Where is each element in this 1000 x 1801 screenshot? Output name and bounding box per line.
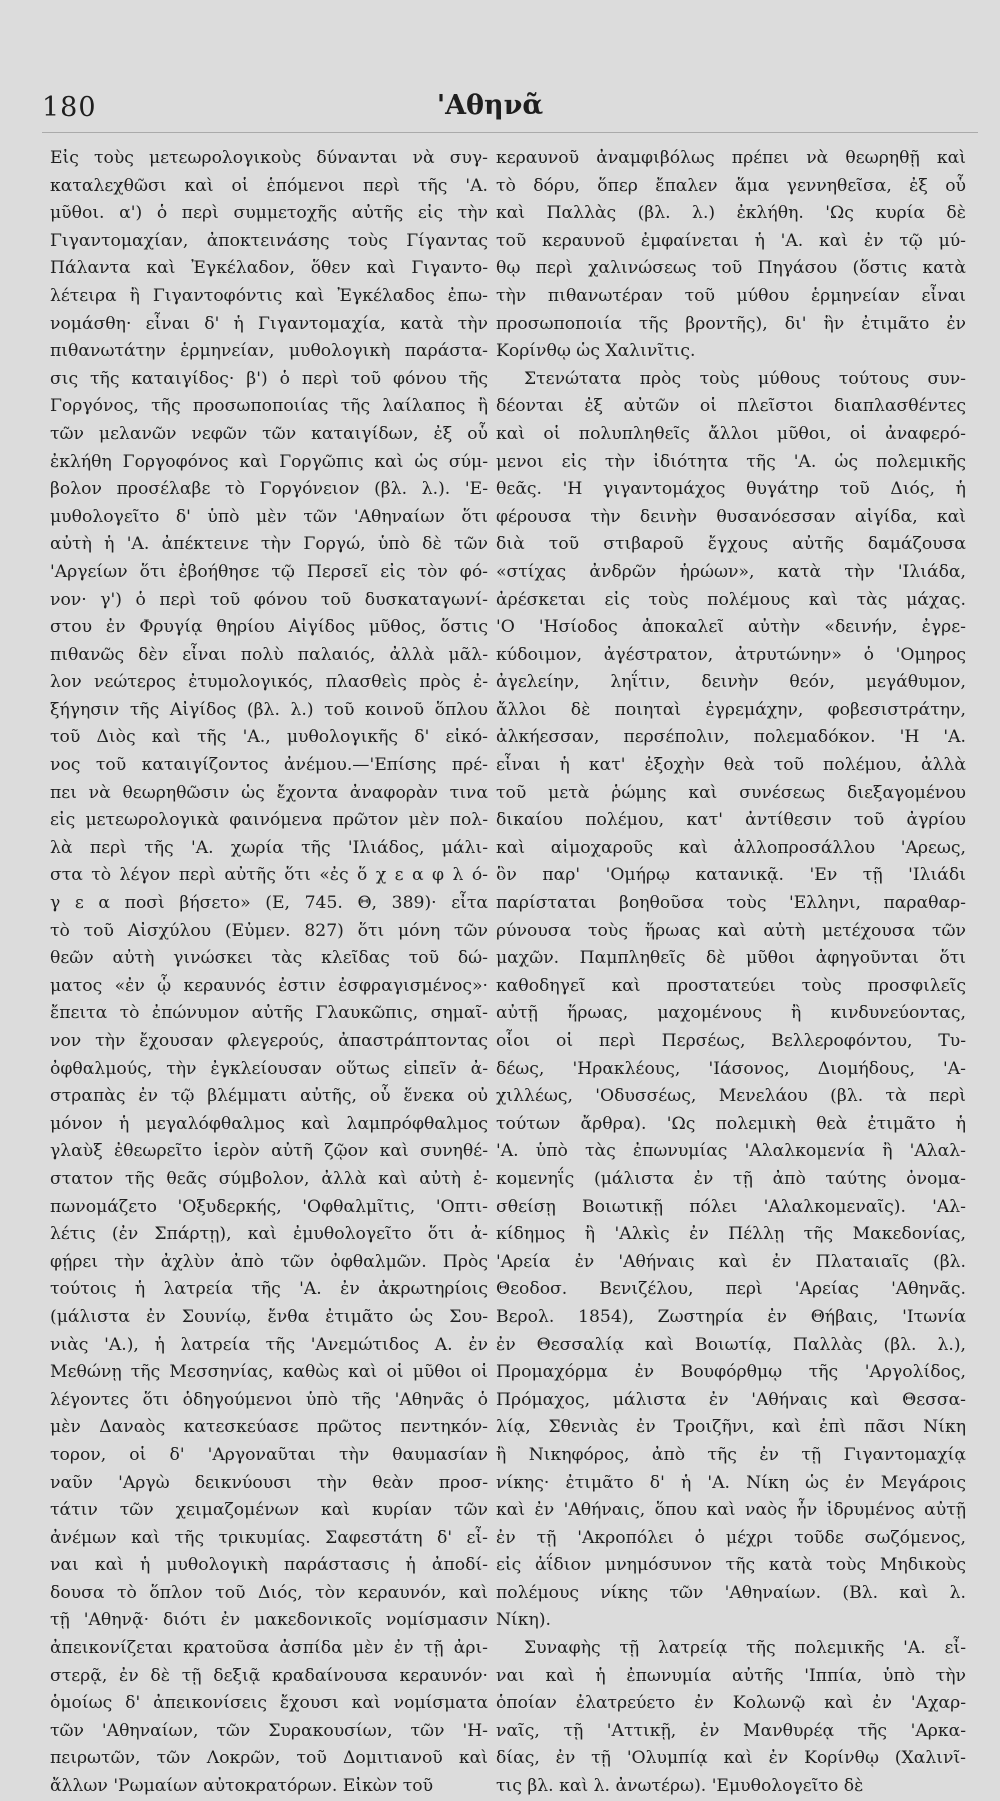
text-line: πειρωτῶν, τῶν Λοκρῶν, τοῦ Δομιτιανοῦ καὶ bbox=[50, 1748, 488, 1769]
text-line: λὰ περὶ τῆς 'Α. χωρία τῆς 'Ιλιάδος, μάλι- bbox=[50, 837, 488, 858]
text-line: δίας, ἐν τῇ 'Ολυμπίᾳ καὶ ἐν Κορίνθῳ (Χαλινῖ- bbox=[496, 1748, 966, 1769]
text-line: Συναφὴς τῇ λατρείᾳ τῆς πολεμικῆς 'Α. εἶ- bbox=[524, 1638, 966, 1659]
text-line: Πρόμαχος, μάλιστα ἐν 'Αθήναις καὶ Θεσσα- bbox=[496, 1389, 966, 1410]
text-line: τούτων ἄρθρα). 'Ως πολεμικὴ θεὰ ἐτιμᾶτο ἡ bbox=[496, 1113, 966, 1134]
text-line: ὁποίαν ἐλατρεύετο ἐν Κολωνῷ καὶ ἐν 'Αχαρ- bbox=[496, 1693, 966, 1714]
text-line: δέονται ἐξ αὐτῶν οἱ πλεῖστοι διαπλασθέντες bbox=[496, 396, 966, 417]
text-line: ἢ Νικηφόρος, ἀπὸ τῆς ἐν τῇ Γιγαντομαχίᾳ bbox=[496, 1444, 966, 1465]
text-line: ναῖς, τῇ 'Αττικῇ, ἐν Μανθυρέᾳ τῆς 'Αρκα- bbox=[496, 1720, 966, 1741]
text-line: 'Ο 'Ησίοδος ἀποκαλεῖ αὐτὴν «δεινήν, ἐγρε- bbox=[496, 617, 966, 638]
text-line: ἀγελείην, ληΐτιν, δεινὴν θεόν, μεγάθυμον, bbox=[496, 672, 966, 693]
text-line: ρύνουσα τοὺς ἥρωας καὶ αὐτὴ μετέχουσα τῶν bbox=[496, 920, 966, 941]
text-line: σθείσῃ Βοιωτικῇ πόλει 'Αλαλκομεναῖς). 'Αλ- bbox=[496, 1196, 966, 1217]
text-line: πολέμους νίκης τῶν 'Αθηναίων. (Βλ. καὶ λ. bbox=[496, 1582, 966, 1603]
text-line: 'Αργείων ὅτι ἐβοήθησε τῷ Περσεῖ εἰς τὸν φό- bbox=[50, 561, 488, 582]
text-line: στατον τῆς θεᾶς σύμβολον, ἀλλὰ καὶ αὐτὴ ἐ- bbox=[50, 1168, 488, 1189]
text-line: δικαίου πολέμου, κατ' ἀντίθεσιν τοῦ ἀγρίου bbox=[496, 810, 966, 831]
text-line: στερᾷ, ἐν δὲ τῇ δεξιᾷ κραδαίνουσα κεραυνόν· bbox=[50, 1665, 488, 1686]
text-line: αὐτὴ ἡ 'Α. ἀπέκτεινε τὴν Γοργώ, ὑπὸ δὲ τῶν bbox=[50, 534, 488, 555]
text-line: νος τοῦ καταιγίζοντος ἀνέμου.—'Επίσης πρέ- bbox=[50, 755, 488, 776]
text-line: καὶ οἱ πολυπληθεῖς ἄλλοι μῦθοι, οἱ ἀναφερό- bbox=[496, 423, 966, 444]
text-line: Γιγαντομαχίαν, ἀποκτεινάσης τοὺς Γίγαντας bbox=[50, 230, 488, 251]
text-line: προσωποποιία τῆς βροντῆς), δι' ἣν ἐτιμᾶτο ἐν bbox=[496, 313, 966, 334]
text-line: στου ἐν Φρυγίᾳ θηρίου Αἰγίδος μῦθος, ὅστις bbox=[50, 617, 488, 638]
text-line: στα τὸ λέγον περὶ αὐτῆς ὅτι «ἐς ὅ χ ε α φ λ ό- bbox=[50, 865, 488, 886]
text-line: Κορίνθῳ ὡς Χαλινῖτις. bbox=[496, 341, 696, 362]
text-line: ναι καὶ ἡ μυθολογικὴ παράστασις ἡ ἀποδί- bbox=[50, 1555, 488, 1576]
text-line: Γοργόνος, τῆς προσωποποιίας τῆς λαίλαπος ἢ bbox=[50, 396, 488, 417]
text-line: ὃν παρ' 'Ομήρῳ κατανικᾷ. 'Εν τῇ 'Ιλιάδι bbox=[496, 865, 966, 886]
text-line: ἄλλοι δὲ ποιηταὶ ἐγρεμάχην, φοβεσιστράτην, bbox=[496, 699, 966, 720]
text-line: μαχῶν. Παμπληθεῖς δὲ μῦθοι ἀφηγοῦνται ὅτι bbox=[496, 948, 966, 969]
text-line: ἀλκήεσσαν, περσέπολιν, πολεμαδόκον. 'Η 'Α. bbox=[496, 727, 966, 748]
text-line: τούτοις ἡ λατρεία τῆς 'Α. ἐν ἀκρωτηρίοις bbox=[50, 1279, 488, 1300]
header-rule bbox=[42, 132, 978, 133]
text-line: μῦθοι. α') ὁ περὶ συμμετοχῆς αὐτῆς εἰς τὴν bbox=[50, 203, 488, 224]
text-line: θεᾶς. 'Η γιγαντομάχος θυγάτηρ τοῦ Διός, ἡ bbox=[496, 479, 966, 500]
text-line: κύδοιμον, ἀγέστρατον, ἀτρυτώνην» ὁ 'Ομηρος bbox=[496, 644, 966, 665]
text-line: τῶν 'Αθηναίων, τῶν Συρακουσίων, τῶν 'Η- bbox=[50, 1720, 488, 1741]
text-line: αὐτῇ ἥρωας, μαχομένους ἢ κινδυνεύοντας, bbox=[496, 1003, 966, 1024]
text-line: «στίχας ἀνδρῶν ἡρώων», κατὰ τὴν 'Ιλιάδα, bbox=[496, 561, 966, 582]
text-line: Προμαχόρμα ἐν Βουφόρθμῳ τῆς 'Αργολίδος, bbox=[496, 1362, 966, 1383]
text-line: ὀφθαλμούς, τὴν ἐγκλείουσαν οὕτως εἰπεῖν ἀ- bbox=[50, 1058, 488, 1079]
text-line: δέως, 'Ηρακλέους, 'Ιάσονος, Διομήδους, 'Α- bbox=[496, 1058, 966, 1079]
left-column bbox=[50, 145, 488, 1801]
text-line: νον τὴν ἔχουσαν φλεγερούς, ἀπαστράπτοντας bbox=[50, 1031, 488, 1051]
running-head: 'Αθηνᾶ bbox=[436, 90, 544, 121]
text-line: ματος «ἐν ᾧ κεραυνός ἐστιν ἐσφραγισμένος»· bbox=[50, 975, 488, 996]
text-line: καὶ αἱμοχαροῦς καὶ ἀλλοπροσάλλου 'Αρεως, bbox=[496, 837, 966, 858]
text-line: τῶν μελανῶν νεφῶν τῶν καταιγίδων, ἐξ οὗ bbox=[50, 423, 488, 444]
text-line: κίδημος ἢ 'Αλκὶς ἐν Πέλλῃ τῆς Μακεδονίας, bbox=[496, 1224, 966, 1245]
text-line: νον· γ') ὁ περὶ τοῦ φόνου τοῦ δυσκαταγωνί- bbox=[50, 589, 488, 610]
text-line: τορον, οἱ δ' 'Αργοναῦται τὴν θαυμασίαν bbox=[50, 1444, 488, 1465]
text-line: γ ε α ποσὶ βήσετο» (Ε, 745. Θ, 389)· εἶτα bbox=[50, 893, 488, 914]
text-line: δουσα τὸ ὅπλον τοῦ Διός, τὸν κεραυνόν, καὶ bbox=[50, 1582, 488, 1603]
text-line: κομενηΐς (μάλιστα ἐν τῇ ἀπὸ ταύτης ὀνομα- bbox=[496, 1168, 966, 1189]
text-line: νιὰς 'Α.), ἡ λατρεία τῆς 'Ανεμώτιδος Α. ἐν bbox=[50, 1334, 488, 1355]
page-number: 180 bbox=[42, 92, 97, 123]
text-line: ἔπειτα τὸ ἐπώνυμον αὐτῆς Γλαυκῶπις, σημαῖ- bbox=[50, 1003, 488, 1024]
text-line: Μεθώνῃ τῆς Μεσσηνίας, καθὼς καὶ οἱ μῦθοι οἱ bbox=[50, 1362, 488, 1383]
text-line: νίκης· ἐτιμᾶτο δ' ἡ 'Α. Νίκη ὡς ἐν Μεγάροις bbox=[496, 1472, 966, 1493]
text-line: μὲν Δαναὸς κατεσκεύασε πρῶτος πεντηκόν- bbox=[50, 1417, 488, 1438]
text-line: Θεοδοσ. Βενιζέλου, περὶ 'Αρείας 'Αθηνᾶς. bbox=[496, 1279, 966, 1300]
text-line: λίᾳ, Σθενιὰς ἐν Τροιζῆνι, καὶ ἐπὶ πᾶσι Νίκη bbox=[496, 1417, 966, 1438]
text-line: τοῦ κεραυνοῦ ἐμφαίνεται ἡ 'Α. καὶ ἐν τῷ μύ- bbox=[496, 230, 966, 251]
text-line: λέγοντες ὅτι ὁδηγούμενοι ὑπὸ τῆς 'Αθηνᾶς ὁ bbox=[50, 1389, 488, 1410]
text-line: ἐν Θεσσαλίᾳ καὶ Βοιωτίᾳ, Παλλὰς (βλ. λ.), bbox=[496, 1334, 966, 1355]
text-line: μυθολογεῖτο δ' ὑπὸ μὲν τῶν 'Αθηναίων ὅτι bbox=[50, 506, 488, 527]
text-line: χιλλέως, 'Οδυσσέως, Μενελάου (βλ. τὰ περὶ bbox=[496, 1086, 966, 1107]
text-line: βολον προσέλαβε τὸ Γοργόνειον (βλ. λ.). 'Ε- bbox=[50, 479, 488, 500]
text-line: εἰς μετεωρολογικὰ φαινόμενα πρῶτον μὲν πολ- bbox=[50, 810, 488, 831]
text-line: ἀνέμων καὶ τῆς τρικυμίας. Σαφεστάτη δ' εἶ- bbox=[50, 1527, 488, 1548]
text-line: ξήγησιν τῆς Αἰγίδος (βλ. λ.) τοῦ κοινοῦ ὅπλου bbox=[50, 699, 488, 720]
text-line: λέτειρα ἢ Γιγαντοφόντις καὶ Ἐγκέλαδος ἐπω- bbox=[50, 285, 488, 306]
text-line: 'Αρεία ἐν 'Αθήναις καὶ ἐν Πλαταιαῖς (βλ. bbox=[496, 1251, 966, 1272]
text-line: τῇ 'Αθηνᾷ· διότι ἐν μακεδονικοῖς νομίσμασιν bbox=[50, 1610, 488, 1631]
text-line: καθοδηγεῖ καὶ προστατεύει τοὺς προσφιλεῖς bbox=[496, 975, 966, 996]
text-line: φέρουσα τὴν δεινὴν θυσανόεσσαν αἰγίδα, καὶ bbox=[496, 506, 966, 527]
text-line: ἐν τῇ 'Ακροπόλει ὁ μέχρι τοῦδε σωζόμενος, bbox=[496, 1527, 966, 1548]
text-line: εἶναι ἡ κατ' ἐξοχὴν θεὰ τοῦ πολέμου, ἀλλὰ bbox=[496, 755, 966, 776]
text-line: ἐκλήθη Γοργοφόνος καὶ Γοργῶπις καὶ ὡς σύμ- bbox=[50, 451, 488, 472]
text-line: πωνομάζετο 'Οξυδερκής, 'Οφθαλμῖτις, 'Οπτι- bbox=[50, 1196, 488, 1217]
text-line: τις βλ. καὶ λ. ἀνωτέρω). 'Εμυθολογεῖτο δὲ bbox=[496, 1776, 864, 1797]
text-line: εἰς ἀΐδιον μνημόσυνον τῆς κατὰ τοὺς Μηδικοὺς bbox=[496, 1555, 966, 1576]
text-line: Νίκη). bbox=[496, 1610, 551, 1631]
text-line: Βερολ. 1854), Ζωστηρία ἐν Θήβαις, 'Ιτωνία bbox=[496, 1306, 966, 1327]
text-line: 'Α. ὑπὸ τὰς ἐπωνυμίας 'Αλαλκομενία ἢ 'Αλαλ- bbox=[496, 1141, 966, 1162]
text-line: στραπὰς ἐν τῷ βλέμματι αὐτῆς, οὗ ἕνεκα οὐ bbox=[50, 1086, 488, 1107]
text-line: παρίσταται βοηθοῦσα τοὺς 'Ελληνι, παραθαρ- bbox=[496, 893, 966, 914]
text-line: Εἰς τοὺς μετεωρολογικοὺς δύνανται νὰ συγ- bbox=[50, 148, 488, 168]
text-line: τὴν πιθανωτέραν τοῦ μύθου ἑρμηνείαν εἶναι bbox=[496, 285, 966, 306]
text-line: καὶ ἐν 'Αθήναις, ὅπου καὶ ναὸς ἦν ἱδρυμένος αὐτῇ bbox=[496, 1500, 966, 1521]
text-line: τὸ τοῦ Αἰσχύλου (Εὐμεν. 827) ὅτι μόνη τῶν bbox=[50, 920, 488, 941]
text-line: μενοι εἰς τὴν ἰδιότητα τῆς 'Α. ὡς πολεμικῆς bbox=[496, 451, 966, 472]
text-line: Στενώτατα πρὸς τοὺς μύθους τούτους συν- bbox=[524, 368, 966, 389]
text-line: πιθανωτάτην ἑρμηνείαν, μυθολογικὴ παράστα- bbox=[50, 341, 488, 362]
text-line: θεῶν αὐτὴ γινώσκει τὰς κλεῖδας τοῦ δώ- bbox=[50, 948, 488, 969]
text-line: ναι καὶ ἡ ἐπωνυμία αὐτῆς 'Ιππία, ὑπὸ τὴν bbox=[496, 1665, 966, 1686]
text-line: κεραυνοῦ ἀναμφιβόλως πρέπει νὰ θεωρηθῇ καὶ bbox=[496, 148, 966, 168]
text-line: καταλεχθῶσι καὶ οἱ ἑπόμενοι περὶ τῆς 'Α. bbox=[50, 175, 488, 196]
text-line: σις τῆς καταιγίδος· β') ὁ περὶ τοῦ φόνου τῆς bbox=[50, 368, 488, 389]
text-line: διὰ τοῦ στιβαροῦ ἔγχους αὐτῆς δαμάζουσα bbox=[496, 534, 966, 555]
text-line: φῄρει τὴν ἀχλὺν ἀπὸ τῶν ὀφθαλμῶν. Πρὸς bbox=[50, 1251, 488, 1272]
text-line: ὁμοίως δ' ἀπεικονίσεις ἔχουσι καὶ νομίσματα bbox=[50, 1693, 488, 1714]
text-line: ἄλλων 'Ρωμαίων αὐτοκρατόρων. Εἰκὼν τοῦ bbox=[50, 1776, 434, 1797]
text-line: πει νὰ θεωρηθῶσιν ὡς ἔχοντα ἀναφορὰν τινα bbox=[50, 782, 488, 803]
text-line: καὶ Παλλὰς (βλ. λ.) ἐκλήθη. 'Ως κυρία δὲ bbox=[496, 203, 966, 224]
text-line: πιθανῶς δὲν εἶναι πολὺ παλαιός, ἀλλὰ μᾶλ- bbox=[50, 644, 488, 665]
text-line: τοῦ μετὰ ῥώμης καὶ συνέσεως διεξαγομένου bbox=[496, 782, 966, 803]
text-line: ναῦν 'Αργὼ δεικνύουσι τὴν θεὰν προσ- bbox=[50, 1472, 488, 1493]
text-line: ἀπεικονίζεται κρατοῦσα ἀσπίδα μὲν ἐν τῇ ἀρι- bbox=[50, 1638, 488, 1659]
text-line: νομάσθη· εἶναι δ' ἡ Γιγαντομαχία, κατὰ τὴν bbox=[50, 313, 488, 334]
text-line: θῳ περὶ χαλινώσεως τοῦ Πηγάσου (ὅστις κατὰ bbox=[496, 258, 966, 279]
text-line: οἷοι οἱ περὶ Περσέως, Βελλεροφόντου, Τυ- bbox=[496, 1031, 966, 1051]
text-line: λέτις (ἐν Σπάρτῃ), καὶ ἐμυθολογεῖτο ὅτι ἀ- bbox=[50, 1224, 488, 1245]
text-line: τὸ δόρυ, ὅπερ ἔπαλεν ἅμα γεννηθεῖσα, ἐξ οὗ bbox=[496, 175, 966, 196]
text-line: (μάλιστα ἐν Σουνίῳ, ἔνθα ἐτιμᾶτο ὡς Σου- bbox=[50, 1306, 488, 1327]
text-line: Πάλαντα καὶ Ἐγκέλαδον, ὅθεν καὶ Γιγαντο- bbox=[50, 258, 488, 279]
text-line: μόνον ἡ μεγαλόφθαλμος καὶ λαμπρόφθαλμος bbox=[50, 1113, 488, 1134]
text-line: τοῦ Διὸς καὶ τῆς 'Α., μυθολογικῆς δ' εἰκό- bbox=[50, 727, 488, 748]
text-line: ἀρέσκεται εἰς τοὺς πολέμους καὶ τὰς μάχας. bbox=[496, 589, 966, 610]
text-line: λον νεώτερος ἐτυμολογικός, πλασθεὶς πρὸς ἐ- bbox=[50, 672, 488, 693]
text-line: γλαὺξ ἐθεωρεῖτο ἱερὸν αὐτῆ ζῷον καὶ συνηθέ- bbox=[50, 1141, 488, 1162]
right-column bbox=[496, 145, 966, 1801]
text-line: τάτιν τῶν χειμαζομένων καὶ κυρίαν τῶν bbox=[50, 1500, 488, 1521]
